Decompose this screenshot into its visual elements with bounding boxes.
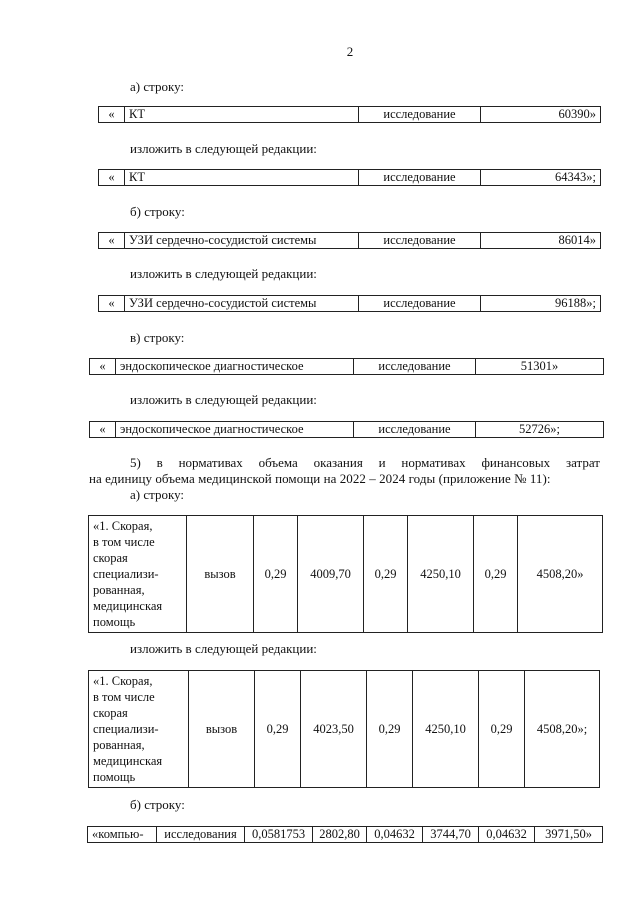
- last-row: [87, 826, 603, 843]
- value-cell: 0,29: [479, 671, 525, 788]
- value-cell: 3971,50»: [535, 827, 603, 843]
- name-cell: УЗИ сердечно-сосудистой системы: [125, 233, 359, 249]
- value-cell: 0,29: [255, 671, 301, 788]
- value-cell: 52726»;: [476, 422, 604, 438]
- value-cell: 2802,80: [313, 827, 367, 843]
- quote-cell: «: [99, 233, 125, 249]
- desc-cell: «1. Скорая, в том числе скорая специализи- рованная, медицинская помощь: [89, 671, 189, 788]
- value-cell: 96188»;: [481, 296, 601, 312]
- value-cell: 0,04632: [479, 827, 535, 843]
- value-cell: 0,29: [254, 516, 298, 633]
- item5-line-1: 5) в нормативах объема оказания и нормативах финансовых затрат: [130, 455, 600, 470]
- value-cell: 0,29: [367, 671, 413, 788]
- name-cell: эндоскопическое диагностическое: [116, 359, 354, 375]
- kt-old-row: [98, 106, 601, 123]
- name-cell: эндоскопическое диагностическое: [116, 422, 354, 438]
- value-cell: 4508,20»;: [525, 671, 600, 788]
- value-cell: 0,29: [364, 516, 408, 633]
- item5-a-label: а) строку:: [130, 487, 185, 502]
- value-cell: 0,29: [474, 516, 518, 633]
- desc-cell: «1. Скорая, в том числе скорая специализи- рованная, медицинская помощь: [89, 516, 187, 633]
- endo-new-row: [89, 421, 604, 438]
- value-cell: 4508,20»: [518, 516, 603, 633]
- unit-cell: исследование: [359, 296, 481, 312]
- item5-line-2: на единицу объема медицинской помощи на 2022 – 2024 годы (приложение № 11):: [89, 471, 551, 486]
- value-cell: 86014»: [481, 233, 601, 249]
- name-cell: УЗИ сердечно-сосудистой системы: [125, 296, 359, 312]
- quote-cell: «: [99, 107, 125, 123]
- unit-cell: вызов: [187, 516, 254, 633]
- endo-old-row: [89, 358, 604, 375]
- value-cell: 64343»;: [481, 170, 601, 186]
- uzi-old-row: [98, 232, 601, 249]
- unit-cell: вызов: [189, 671, 255, 788]
- section-a-label: а) строку:: [130, 79, 185, 94]
- value-cell: 4250,10: [413, 671, 479, 788]
- uzi-new-row: [98, 295, 601, 312]
- item5-replace-label: изложить в следующей редакции:: [130, 641, 317, 656]
- unit-cell: исследование: [359, 233, 481, 249]
- name-cell: КТ: [125, 170, 359, 186]
- value-cell: 0,04632: [367, 827, 423, 843]
- quote-cell: «: [90, 359, 116, 375]
- kt-new-row: [98, 169, 601, 186]
- value-cell: 4023,50: [301, 671, 367, 788]
- item5-b-label: б) строку:: [130, 797, 185, 812]
- replace-label-2: изложить в следующей редакции:: [130, 266, 317, 281]
- quote-cell: «: [99, 296, 125, 312]
- name-cell: «компью-: [88, 827, 157, 843]
- value-cell: 60390»: [481, 107, 601, 123]
- replace-label-3: изложить в следующей редакции:: [130, 392, 317, 407]
- norm-old-table: [88, 515, 603, 633]
- value-cell: 4250,10: [408, 516, 474, 633]
- norm-new-table: [88, 670, 600, 788]
- replace-label-1: изложить в следующей редакции:: [130, 141, 317, 156]
- unit-cell: исследование: [359, 170, 481, 186]
- section-b-label: б) строку:: [130, 204, 185, 219]
- value-cell: 4009,70: [298, 516, 364, 633]
- page-number: 2: [346, 44, 354, 59]
- quote-cell: «: [99, 170, 125, 186]
- value-cell: 51301»: [476, 359, 604, 375]
- name-cell: КТ: [125, 107, 359, 123]
- quote-cell: «: [90, 422, 116, 438]
- value-cell: 0,0581753: [245, 827, 313, 843]
- unit-cell: исследование: [359, 107, 481, 123]
- unit-cell: исследование: [354, 359, 476, 375]
- value-cell: 3744,70: [423, 827, 479, 843]
- unit-cell: исследование: [354, 422, 476, 438]
- section-v-label: в) строку:: [130, 330, 185, 345]
- unit-cell: исследования: [157, 827, 245, 843]
